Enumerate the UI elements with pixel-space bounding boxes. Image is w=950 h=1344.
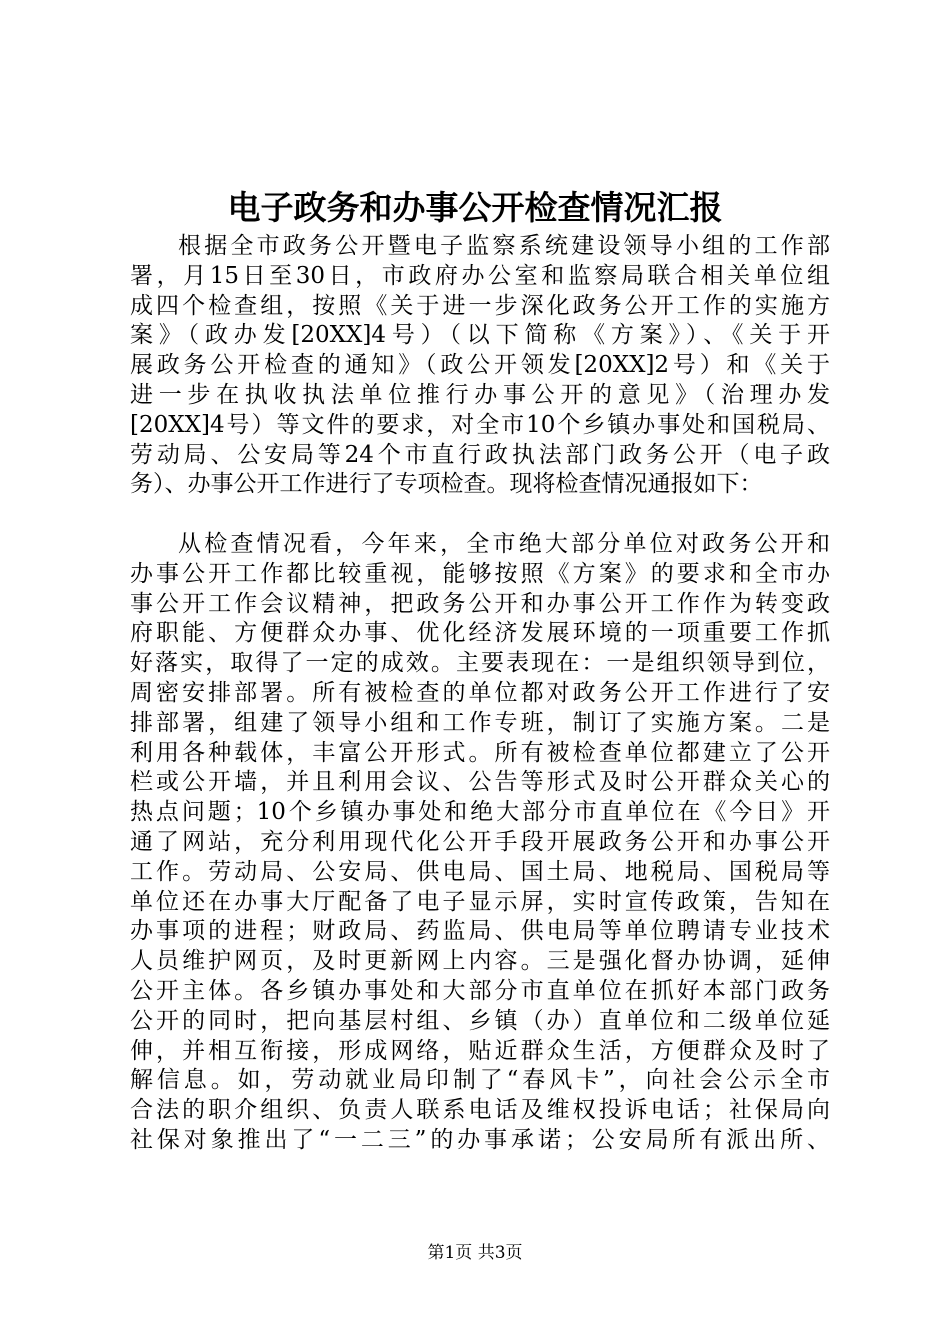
paragraph-line: 务）、办事公开工作进行了专项检查。现将检查情况通报如下：: [130, 471, 763, 498]
paragraph-line: 工作。劳动局、公安局、供电局、国土局、地税局、国税局等: [130, 858, 830, 885]
paragraph-line: 案》（政办发[20XX]4号）（以下简称《方案》）、《关于开: [130, 322, 830, 349]
paragraph-spacer: [130, 500, 830, 530]
paragraph-line: 从检查情况看，今年来，全市绝大部分单位对政务公开和: [178, 530, 830, 557]
page-footer: 第1页 共3页: [427, 1243, 523, 1263]
paragraph-line: 府职能、方便群众办事、优化经济发展环境的一项重要工作抓: [130, 620, 830, 647]
paragraph-line: 办事公开工作都比较重视，能够按照《方案》的要求和全市办: [130, 560, 830, 587]
paragraph-line: 人员维护网页，及时更新网上内容。三是强化督办协调，延伸: [130, 948, 830, 975]
paragraph-line: 署，月15日至30日，市政府办公室和监察局联合相关单位组: [130, 262, 830, 289]
paragraph-2: [130, 530, 830, 1156]
paragraph-line: 合法的职介组织、负责人联系电话及维权投诉电话；社保局向: [130, 1097, 830, 1124]
paragraph-line: 周密安排部署。所有被检查的单位都对政务公开工作进行了安: [130, 679, 830, 706]
paragraph-line: 排部署，组建了领导小组和工作专班，制订了实施方案。二是: [130, 709, 830, 736]
paragraph-line: 办事项的进程；财政局、药监局、供电局等单位聘请专业技术: [130, 918, 830, 945]
paragraph-line: 劳动局、公安局等24个市直行政执法部门政务公开（电子政: [130, 441, 830, 468]
paragraph-1: [130, 232, 830, 500]
paragraph-line: [20XX]4号）等文件的要求，对全市10个乡镇办事处和国税局、: [130, 411, 830, 438]
paragraph-line: 成四个检查组，按照《关于进一步深化政务公开工作的实施方: [130, 292, 830, 319]
paragraph-line: 伸，并相互衔接，形成网络，贴近群众生活，方便群众及时了: [130, 1037, 830, 1064]
paragraph-line: 利用各种载体，丰富公开形式。所有被检查单位都建立了公开: [130, 739, 830, 766]
document-body: [130, 232, 830, 1156]
paragraph-line: 单位还在办事大厅配备了电子显示屏，实时宣传政策，告知在: [130, 888, 830, 915]
paragraph-line: 公开主体。各乡镇办事处和大部分市直单位在抓好本部门政务: [130, 977, 830, 1004]
document-title: 电子政务和办事公开检查情况汇报: [227, 188, 723, 227]
paragraph-line: 进一步在执收执法单位推行办事公开的意见》（治理办发: [130, 381, 830, 408]
paragraph-line: 通了网站，充分利用现代化公开手段开展政务公开和办事公开: [130, 828, 830, 855]
paragraph-line: 事公开工作会议精神，把政务公开和办事公开工作作为转变政: [130, 590, 830, 617]
paragraph-line: 热点问题；10个乡镇办事处和绝大部分市直单位在《今日》开: [130, 799, 830, 826]
paragraph-line: 栏或公开墙，并且利用会议、公告等形式及时公开群众关心的: [130, 769, 830, 796]
paragraph-line: 展政务公开检查的通知》（政公开领发[20XX]2号）和《关于: [130, 352, 830, 379]
paragraph-line: 好落实，取得了一定的成效。主要表现在：一是组织领导到位，: [130, 650, 830, 677]
paragraph-line: 根据全市政务公开暨电子监察系统建设领导小组的工作部: [178, 233, 830, 259]
paragraph-line: 解信息。如，劳动就业局印制了“春风卡”，向社会公示全市: [130, 1067, 830, 1094]
paragraph-line: 公开的同时，把向基层村组、乡镇（办）直单位和二级单位延: [130, 1007, 830, 1034]
paragraph-line: 社保对象推出了“一二三”的办事承诺；公安局所有派出所、: [130, 1126, 830, 1153]
